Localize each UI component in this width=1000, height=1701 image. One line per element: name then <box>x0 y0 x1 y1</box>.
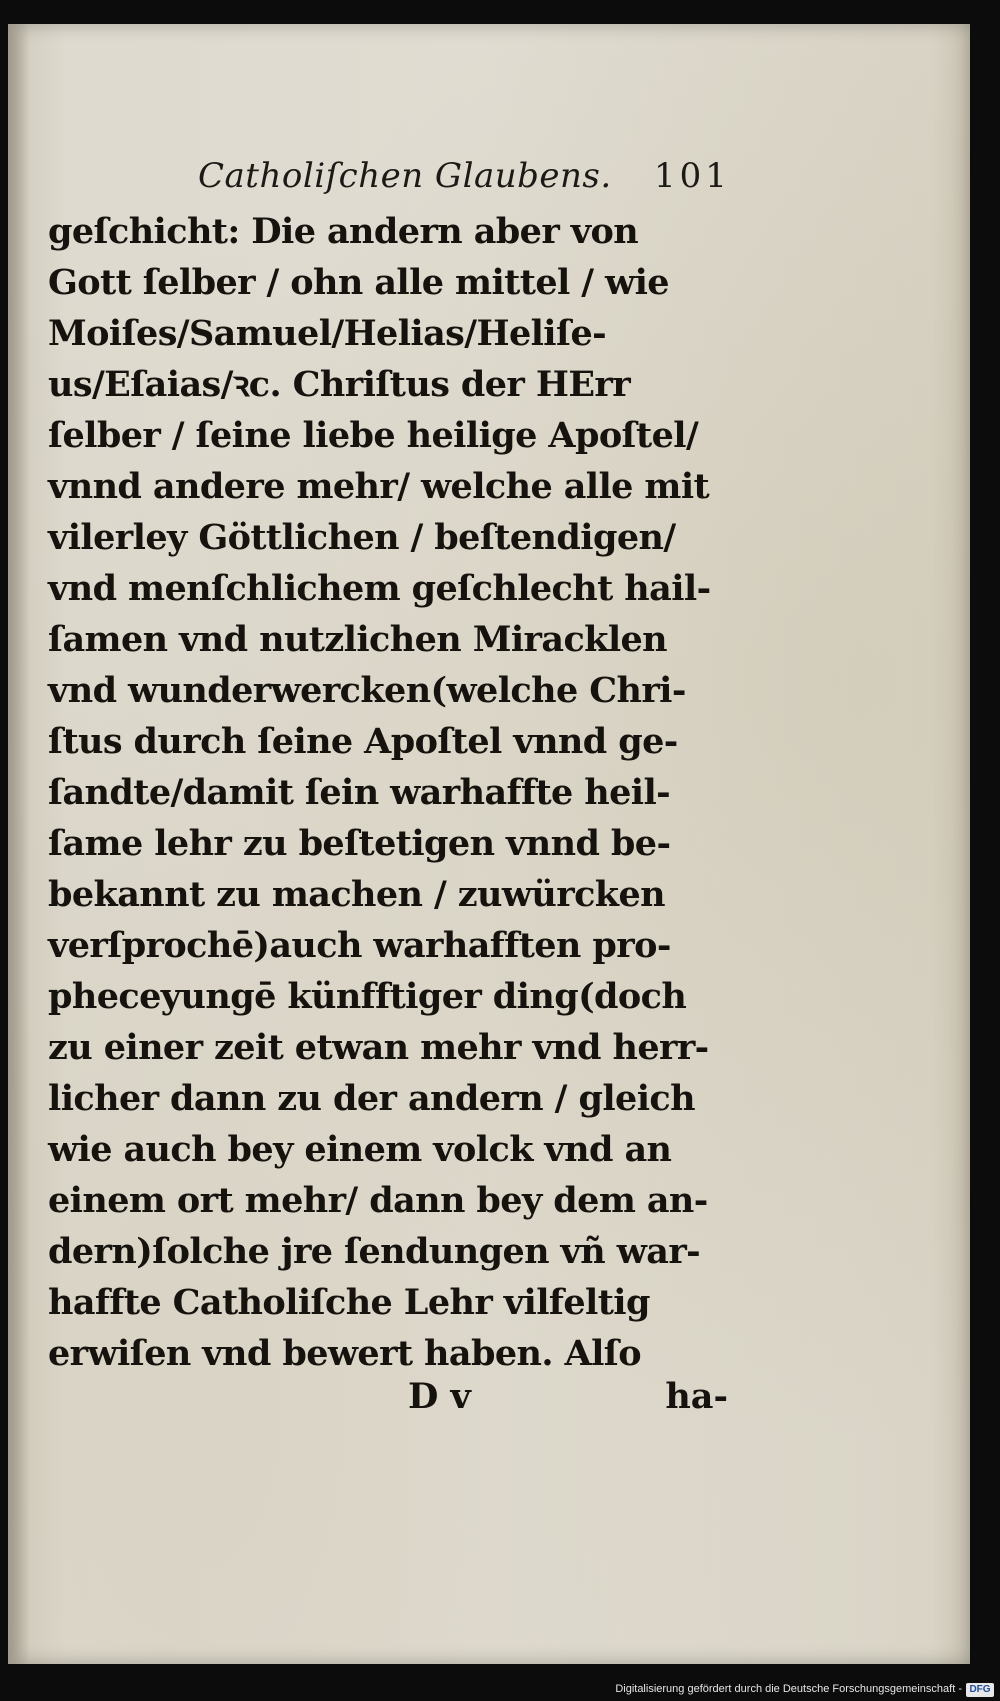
text-line: wie auch bey einem volck vnd an <box>48 1129 672 1170</box>
text-line: dern)ſolche jre ſendungen vñ war- <box>48 1231 701 1272</box>
text-line: bekannt zu machen / zuwürcken <box>48 874 665 915</box>
text-line: vilerley Göttlichen / beſtendigen/ <box>48 517 676 558</box>
text-line: vnnd andere mehr/ welche alle mit <box>48 466 710 507</box>
text-line: pheceyungē künfftiger ding(doch <box>48 976 687 1017</box>
page-gutter-shadow <box>8 24 30 1664</box>
text-line: licher dann zu der andern / gleich <box>48 1078 695 1119</box>
text-line: ſtus durch ſeine Apoſtel vnnd ge- <box>48 721 678 762</box>
text-line: verſprochē)auch warhafften pro- <box>48 925 671 966</box>
signature-mark: D v <box>408 1376 471 1417</box>
running-title: Catholiſchen Glaubens. <box>198 156 612 196</box>
page-number: 101 <box>654 156 731 196</box>
text-line: geſchicht: Die andern aber von <box>48 211 639 252</box>
text-line: Gott ſelber / ohn alle mittel / wie <box>48 262 669 303</box>
text-line: us/Eſaias/ꝛc. Chriſtus der HErr <box>48 364 631 405</box>
text-line: einem ort mehr/ dann bey dem an- <box>48 1180 708 1221</box>
text-line: vnd wunderwercken(welche Chri- <box>48 670 686 711</box>
text-line: Moiſes/Samuel/Helias/Heliſe- <box>48 313 607 354</box>
text-line: ſame lehr zu beſtetigen vnnd be- <box>48 823 671 864</box>
dfg-logo: DFG <box>966 1683 994 1697</box>
text-line: ſandte/damit ſein warhaffte heil- <box>48 772 671 813</box>
page-header <box>188 134 733 196</box>
text-line: haffte Catholiſche Lehr vilfeltig <box>48 1282 650 1323</box>
page-footer <box>408 1376 728 1426</box>
text-line: ſamen vnd nutzlichen Miracklen <box>48 619 668 660</box>
text-line: erwiſen vnd bewert haben. Alſo <box>48 1333 641 1374</box>
text-line: zu einer zeit etwan mehr vnd herr- <box>48 1027 709 1068</box>
credit-bar <box>0 1680 1000 1701</box>
book-page <box>8 24 970 1664</box>
text-line: vnd menſchlichem geſchlecht hail- <box>48 568 711 609</box>
funding-credit: Digitalisierung gefördert durch die Deutsche Forschungsgemeinschaft - <box>615 1683 962 1695</box>
catchword: ha- <box>665 1376 728 1417</box>
body-text <box>48 206 728 1379</box>
text-line: ſelber / ſeine liebe heilige Apoſtel/ <box>48 415 699 456</box>
